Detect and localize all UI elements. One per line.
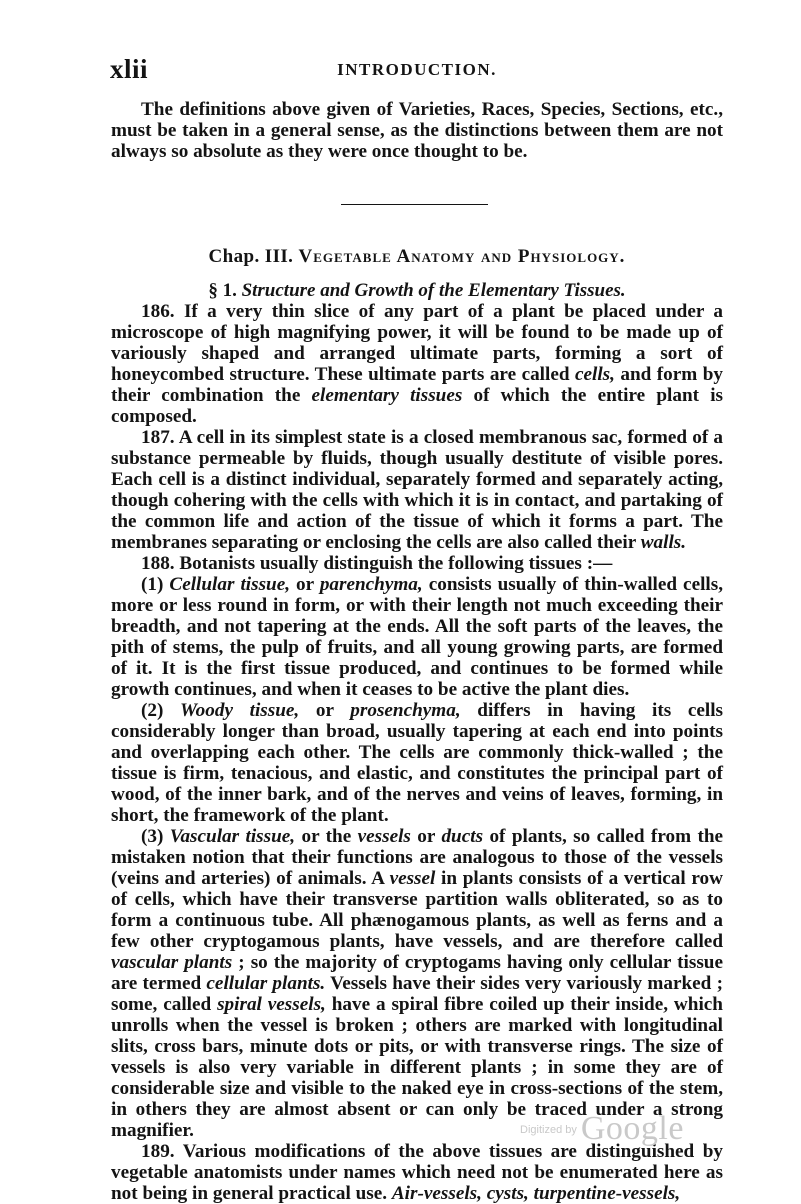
chapter-title: Vegetable Anatomy and Physiology. — [298, 246, 626, 267]
paragraph-186: 186. If a very thin slice of any part of a plant be placed under a microscope of high magnifying power, it will be found to be made up of variously shaped and arranged ultimate parts, forming a sort of honeycombed structure. These ultimate parts are called cells, and form by their combination the elementary tissues of which the entire plant is composed. — [111, 301, 723, 427]
body-text — [111, 301, 723, 1204]
section-number: § 1. — [208, 280, 237, 301]
page-header — [110, 52, 724, 86]
running-title: INTRODUCTION. — [337, 60, 497, 79]
section-divider-rule — [341, 204, 488, 205]
paragraph-187: 187. A cell in its simplest state is a closed membranous sac, formed of a substance permeable by fluids, though usually destitute of visible pores. Each cell is a distinct individual, separately formed and separately acting, though cohering with the cells with which it is in contact, and partaking of the common life and action of the tissue of which it forms a part. The membranes separating or enclosing the cells are also called their walls. — [111, 427, 723, 553]
list-item-cellular-tissue: (1) Cellular tissue, or parenchyma, consists usually of thin-walled cells, more or less round in form, or with their length not much exceeding their breadth, and not tapering at the ends. All the soft parts of the leaves, the pith of stems, the pulp of fruits, and all young growing parts, are formed of it. It is the first tissue produced, and continues to be formed while growth continues, and when it ceases to be active the plant dies. — [111, 574, 724, 700]
digitized-watermark — [520, 1110, 684, 1148]
chapter-heading — [111, 246, 723, 268]
section-title: Structure and Growth of the Elementary Tissues. — [241, 280, 626, 301]
list-item-vascular-tissue: (3) Vascular tissue, or the vessels or ducts of plants, so called from the mistaken notion that their functions are analogous to those of the vessels (veins and arteries) of animals. A vessel in plants consists of a vertical row of cells, which have their transverse partition walls obliterated, so as to form a continuous tube. All phænogamous plants, as well as ferns and a few other cryptogamous plants, have vessels, and are therefore called vascular plants ; so the majority of cryptogams having only cellular tissue are termed cellular plants. Vessels have their sides very variously marked ; some, called spiral vessels, have a spiral fibre coiled up their inside, which unrolls when the vessel is broken ; others are marked with longitudinal slits, cross bars, minute dots or pits, or with transverse rings. The size of vessels is also very variable in different plants ; in some they are of considerable size and visible to the naked eye in cross-sections of the stem, in others they are almost absent or can only be traced under a strong magnifier. — [111, 826, 724, 1141]
intro-paragraph: The definitions above given of Varieties, Races, Species, Sections, etc., must be taken in a general sense, as the distinctions between them are not always so absolute as they were once thought to be. — [111, 99, 723, 162]
paragraph-189: 189. Various modifications of the above tissues are distinguished by vegetable anatomists under names which need not be enumerated here as not being in general practical use. Air-vessels, cysts, turpentine-vessels, — [111, 1141, 723, 1204]
watermark-prefix: Digitized by — [520, 1124, 577, 1136]
paragraph-188: 188. Botanists usually distinguish the following tissues :— — [141, 553, 613, 574]
list-item-woody-tissue: (2) Woody tissue, or prosenchyma, differs in having its cells considerably longer than broad, usually tapering at each end into points and overlapping each other. The cells are commonly thick-walled ; the tissue is firm, tenacious, and elastic, and constitutes the principal part of wood, of the inner bark, and of the nerves and veins of leaves, forming, in short, the framework of the plant. — [111, 700, 724, 826]
page-number: xlii — [110, 54, 149, 84]
section-heading — [111, 280, 723, 302]
google-logo: Google — [580, 1110, 684, 1147]
chapter-label: Chap. III. — [208, 246, 294, 267]
